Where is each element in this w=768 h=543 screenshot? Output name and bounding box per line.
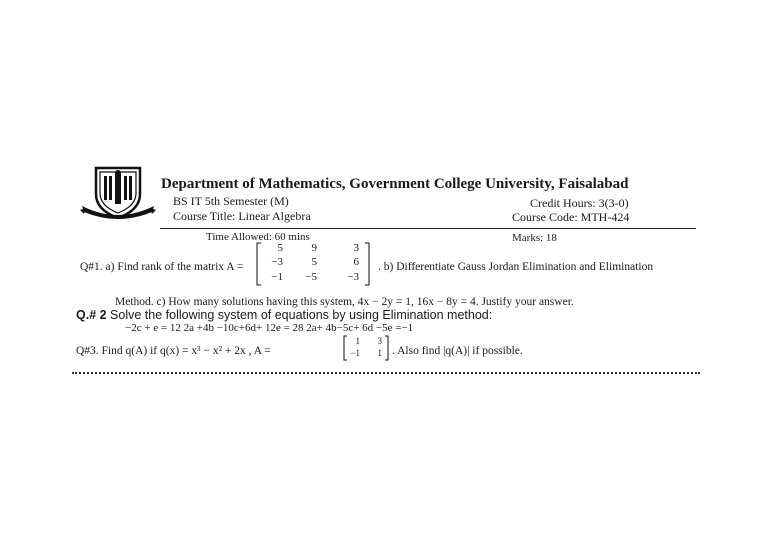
matrix-cell: −3 xyxy=(347,271,359,283)
q2-text: Solve the following system of equations by using Elimination method: xyxy=(106,308,493,322)
matrix-cell: 6 xyxy=(353,256,359,268)
matrix-cell: 1 xyxy=(355,336,360,346)
course-code: Course Code: MTH-424 xyxy=(512,210,630,224)
q2-statement xyxy=(76,308,492,322)
q2-heading: Q.# 2 xyxy=(76,308,107,322)
matrix-cell: 9 xyxy=(311,242,317,254)
q1-matrix xyxy=(255,242,371,286)
department-title: Department of Mathematics, Government College University, Faisalabad xyxy=(161,176,629,192)
q1-part-c: Method. c) How many solutions having this system, 4x − 2y = 1, 16x − 8y = 4. Justify your answer. xyxy=(115,296,574,308)
university-logo xyxy=(80,164,156,222)
matrix-cell: 5 xyxy=(277,242,283,254)
matrix-cell: −1 xyxy=(271,271,283,283)
total-marks: Marks: 18 xyxy=(512,232,557,244)
q1-part-b: . b) Differentiate Gauss Jordan Elimination and Elimination xyxy=(378,261,654,273)
matrix-cell: 5 xyxy=(311,256,317,268)
program-label: BS IT 5th Semester (M) xyxy=(173,194,289,208)
time-allowed: Time Allowed: 60 mins xyxy=(206,231,310,243)
matrix-cell: 3 xyxy=(353,242,359,254)
q3-tail: . Also find |q(A)| if possible. xyxy=(392,345,523,357)
matrix-cell: −1 xyxy=(350,348,360,358)
q3-matrix xyxy=(342,335,392,361)
credit-hours: Credit Hours: 3(3-0) xyxy=(530,196,629,210)
q3-statement: Q#3. Find q(A) if q(x) = x³ − x² + 2x , A = xyxy=(76,345,271,357)
header-divider xyxy=(160,228,696,229)
q2-equations: −2c + e = 12 2a +4b −10c+6d+ 12e = 28 2a+ 4b−5c+ 6d −5e =−1 xyxy=(125,322,414,334)
matrix-cell: 3 xyxy=(377,336,382,346)
matrix-cell: −5 xyxy=(305,271,317,283)
matrix-cell: 1 xyxy=(377,348,382,358)
q1-part-a: Q#1. a) Find rank of the matrix A = xyxy=(80,261,244,273)
matrix-cell: −3 xyxy=(271,256,283,268)
course-title: Course Title: Linear Algebra xyxy=(173,209,311,223)
dotted-separator xyxy=(72,372,700,374)
